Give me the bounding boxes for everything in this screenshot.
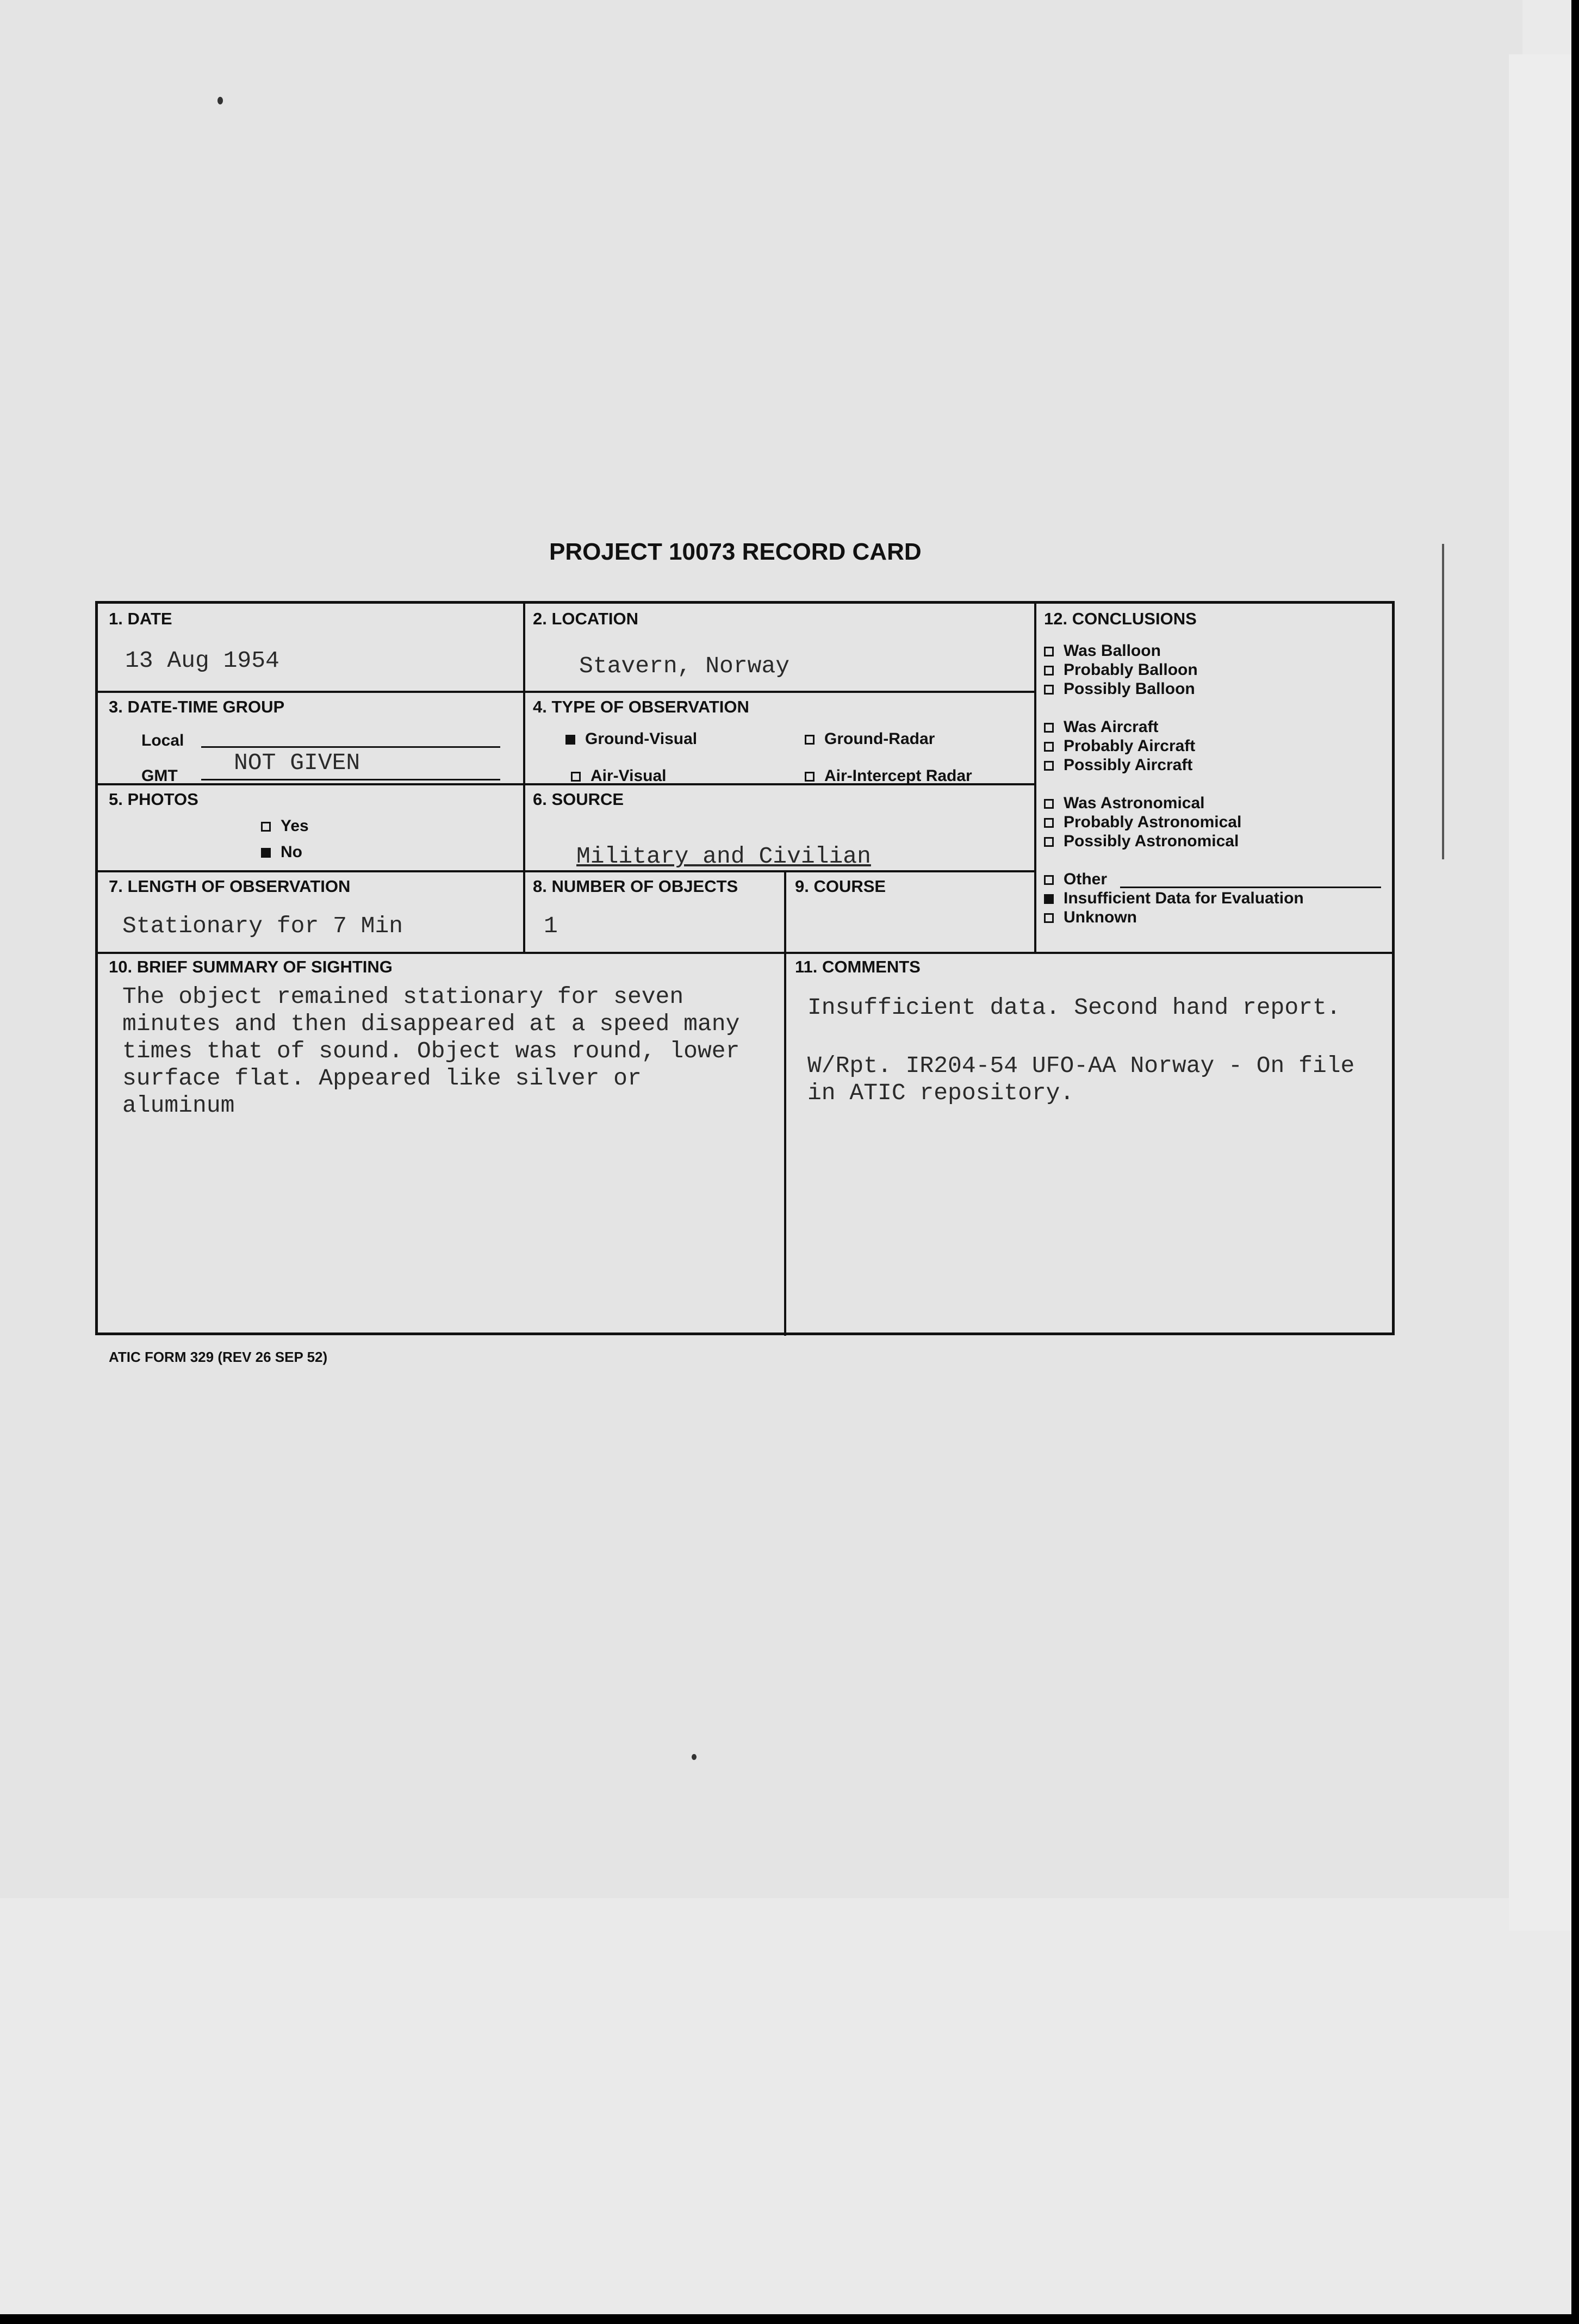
gmt-label: GMT xyxy=(141,767,178,785)
divider-row3 xyxy=(98,870,1035,872)
was-balloon-checkbox xyxy=(1044,647,1054,656)
number-of-objects-label: 8. NUMBER OF OBJECTS xyxy=(533,877,738,896)
course-label: 9. COURSE xyxy=(795,877,886,896)
photos-no-checkbox xyxy=(261,848,271,858)
number-of-objects-value: 1 xyxy=(544,913,558,939)
conclusion-other: Other xyxy=(1044,870,1107,889)
comments-line-2: W/Rpt. IR204-54 UFO-AA Norway - On file xyxy=(807,1052,1355,1079)
conclusion-probably-astronomical: Probably Astronomical xyxy=(1044,813,1241,832)
possibly-aircraft-checkbox xyxy=(1044,761,1054,771)
conclusion-probably-aircraft: Probably Aircraft xyxy=(1044,737,1195,755)
source-label: 6. SOURCE xyxy=(533,790,624,809)
conclusion-was-balloon: Was Balloon xyxy=(1044,642,1161,660)
source-value: Military and Civilian xyxy=(576,843,871,870)
conclusions-label: 12. CONCLUSIONS xyxy=(1044,609,1197,628)
type-of-observation-label: 4. TYPE OF OBSERVATION xyxy=(533,697,749,716)
other-underline xyxy=(1120,887,1381,888)
length-of-observation-label: 7. LENGTH OF OBSERVATION xyxy=(109,877,351,896)
form-grid xyxy=(95,601,1395,1335)
gmt-value: NOT GIVEN xyxy=(234,749,360,776)
gmt-underline xyxy=(201,779,500,780)
summary-line-2: minutes and then disappeared at a speed many xyxy=(122,1011,740,1037)
photos-yes: Yes xyxy=(261,817,309,835)
card-title: PROJECT 10073 RECORD CARD xyxy=(549,538,922,565)
date-time-group-label: 3. DATE-TIME GROUP xyxy=(109,697,285,716)
local-label: Local xyxy=(141,732,184,749)
obs-ground-radar: Ground-Radar xyxy=(805,730,935,748)
obs-ground-visual: Ground-Visual xyxy=(565,730,697,748)
divider-course xyxy=(784,872,786,953)
paper-speck xyxy=(692,1754,697,1760)
probably-astronomical-checkbox xyxy=(1044,818,1054,828)
date-label: 1. DATE xyxy=(109,609,172,628)
location-value: Stavern, Norway xyxy=(579,653,790,679)
summary-line-4: surface flat. Appeared like silver or xyxy=(122,1065,642,1092)
conclusion-was-astronomical: Was Astronomical xyxy=(1044,794,1205,813)
photos-yes-checkbox xyxy=(261,822,271,832)
form-footer: ATIC FORM 329 (REV 26 SEP 52) xyxy=(109,1349,328,1365)
conclusion-probably-balloon: Probably Balloon xyxy=(1044,661,1198,679)
summary-label: 10. BRIEF SUMMARY OF SIGHTING xyxy=(109,957,393,976)
probably-balloon-checkbox xyxy=(1044,666,1054,675)
ground-radar-checkbox xyxy=(805,735,815,745)
was-aircraft-checkbox xyxy=(1044,723,1054,733)
conclusion-possibly-balloon: Possibly Balloon xyxy=(1044,680,1195,698)
other-checkbox xyxy=(1044,875,1054,885)
comments-line-1: Insufficient data. Second hand report. xyxy=(807,994,1341,1021)
conclusion-possibly-astronomical: Possibly Astronomical xyxy=(1044,832,1239,851)
conclusion-was-aircraft: Was Aircraft xyxy=(1044,718,1159,736)
date-value: 13 Aug 1954 xyxy=(125,647,279,674)
length-of-observation-value: Stationary for 7 Min xyxy=(122,913,403,939)
conclusion-unknown: Unknown xyxy=(1044,908,1137,927)
sheet-edge-strip xyxy=(1509,54,1571,1931)
card-edge-mark xyxy=(1442,544,1444,859)
air-visual-checkbox xyxy=(571,772,581,782)
summary-line-3: times that of sound. Object was round, lower xyxy=(122,1038,740,1064)
conclusion-possibly-aircraft: Possibly Aircraft xyxy=(1044,756,1192,774)
photos-no: No xyxy=(261,843,302,862)
photos-label: 5. PHOTOS xyxy=(109,790,198,809)
obs-air-visual: Air-Visual xyxy=(571,767,667,785)
possibly-balloon-checkbox xyxy=(1044,685,1054,695)
air-intercept-radar-checkbox xyxy=(805,772,815,782)
record-card xyxy=(82,538,1403,1376)
ground-visual-checkbox xyxy=(565,735,575,745)
local-underline xyxy=(201,746,500,748)
divider-col1 xyxy=(523,604,525,952)
was-astronomical-checkbox xyxy=(1044,799,1054,809)
obs-air-intercept-radar: Air-Intercept Radar xyxy=(805,767,972,785)
possibly-astronomical-checkbox xyxy=(1044,837,1054,847)
divider-row4 xyxy=(98,952,1393,954)
probably-aircraft-checkbox xyxy=(1044,742,1054,752)
location-label: 2. LOCATION xyxy=(533,609,639,628)
summary-line-5: aluminum xyxy=(122,1092,235,1119)
conclusion-insufficient-data: Insufficient Data for Evaluation xyxy=(1044,889,1304,908)
unknown-checkbox xyxy=(1044,913,1054,923)
paper-speck xyxy=(217,97,223,104)
comments-line-3: in ATIC repository. xyxy=(807,1080,1074,1106)
divider-col2 xyxy=(1034,604,1036,952)
summary-line-1: The object remained stationary for seven xyxy=(122,983,684,1010)
divider-row1 xyxy=(98,691,1035,693)
insufficient-data-checkbox xyxy=(1044,894,1054,904)
comments-label: 11. COMMENTS xyxy=(795,957,921,976)
